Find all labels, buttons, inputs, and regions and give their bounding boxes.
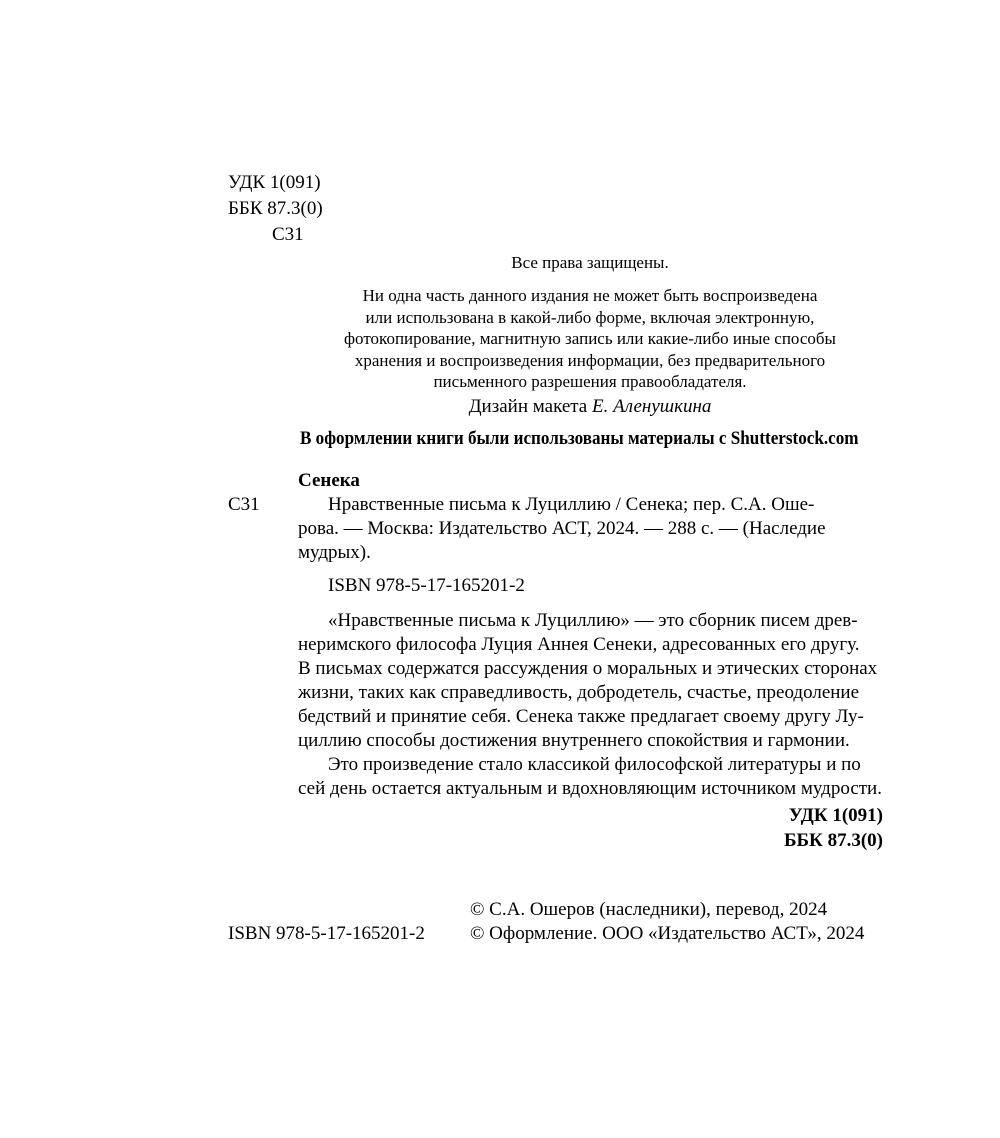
author-mark-top: С31 [272,224,304,245]
bbk-code-bottom: ББК 87.3(0) [783,830,883,851]
annotation-line: В письмах содержатся рассуждения о моральных и этических сторонах [298,658,878,679]
rights-line: Ни одна часть данного издания не может быть воспроизведена [362,286,818,305]
materials-note-text: В оформлении книги были использованы материалы с Shutterstock.com [300,428,859,449]
annotation-line: Это произведение стало классикой философской литературы и по [328,754,861,775]
rights-line: фотокопирование, магнитную запись или какие-либо иные способы [344,329,836,348]
bbk-code-top: ББК 87.3(0) [228,198,323,219]
bibliographic-description [298,493,883,565]
annotation-line: неримского философа Луция Аннея Сенеки, адресованных его другу. [298,634,860,655]
rights-line: или использована в какой-либо форме, включая электронную, [365,307,815,327]
design-label: Дизайн макета [468,396,588,417]
udk-code-bottom: УДК 1(091) [788,805,883,826]
designer-name: Е. Аленушкина [591,396,712,417]
rights-line: письменного разрешения правообладателя. [433,372,747,391]
rights-heading: Все права защищены. [511,253,669,272]
materials-note [300,427,921,451]
annotation-line: жизни, таких как справедливость, добродетель, счастье, преодоление [298,682,860,703]
copyright-design: © Оформление. ООО «Издательство АСТ», 2024 [470,923,865,944]
rights-notice [300,285,880,393]
description-line: рова. — Москва: Издательство АСТ, 2024. — 288 с. — (Наследие [298,518,826,539]
copyright-translation: © С.А. Ошеров (наследники), перевод, 2024 [470,899,828,920]
description-line: мудрых). [298,542,371,563]
isbn-footer: ISBN 978-5-17-165201-2 [228,923,425,944]
isbn-record: ISBN 978-5-17-165201-2 [328,575,525,596]
annotation-line: «Нравственные письма к Луциллию» — это сборник писем древ- [328,610,858,631]
design-credit [300,395,880,419]
annotation-line: циллию способы достижения внутреннего спокойствия и гармонии. [298,730,850,751]
annotation [298,609,883,801]
annotation-line: бедствий и принятие себя. Сенека также предлагает своему другу Лу- [298,706,864,727]
description-line: Нравственные письма к Луциллию / Сенека; пер. С.А. Оше- [328,494,815,515]
rights-line: хранения и воспроизведения информации, без предварительного [354,350,826,370]
udk-code-top: УДК 1(091) [228,172,321,193]
author-mark: С31 [228,494,260,515]
annotation-line: сей день остается актуальным и вдохновляющим источником мудрости. [298,778,882,799]
author-heading: Сенека [298,470,360,491]
